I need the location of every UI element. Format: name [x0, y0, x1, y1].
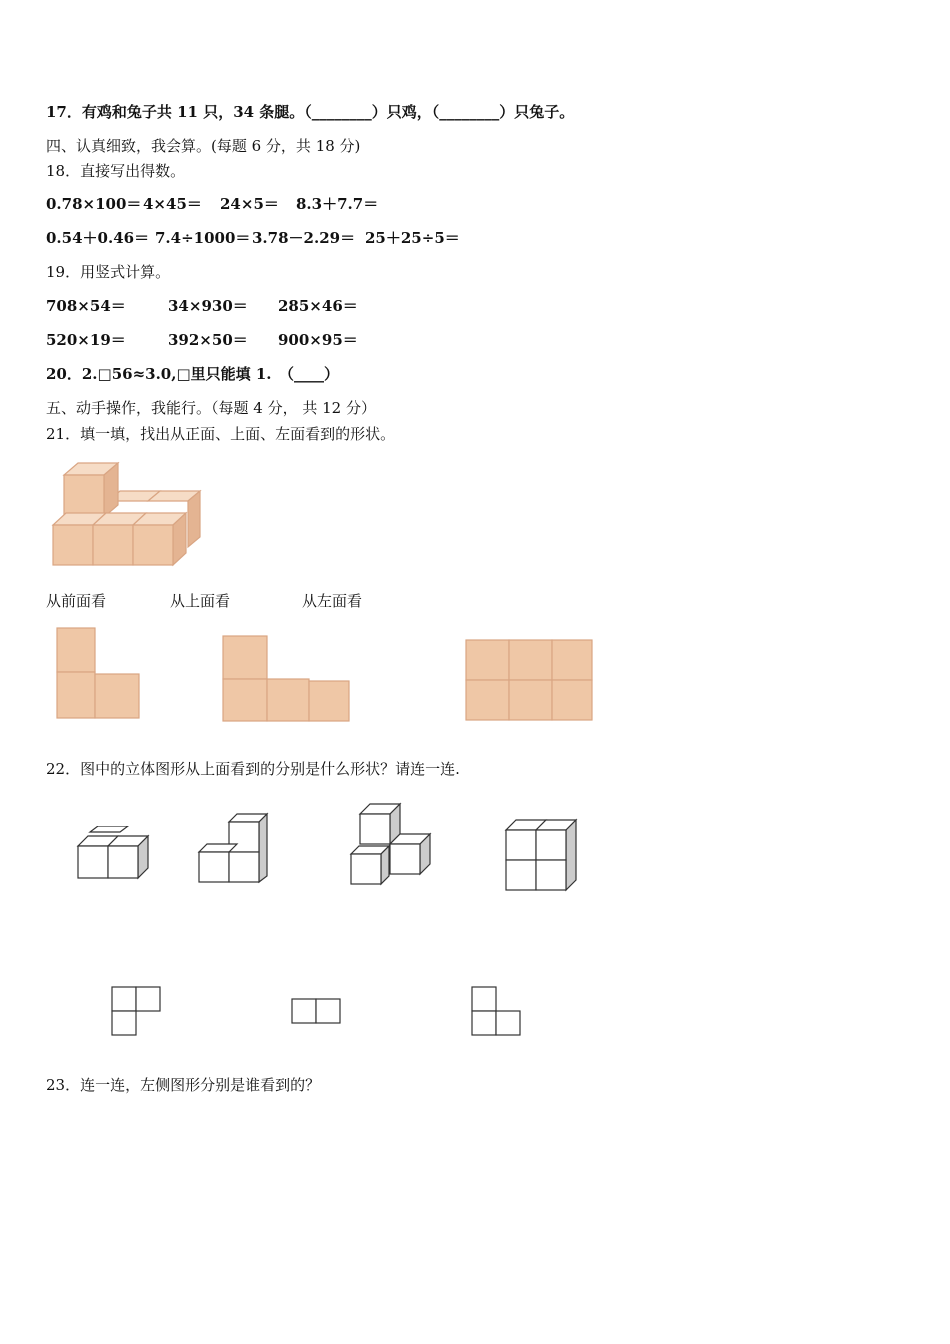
q19-item: 285×46＝: [278, 297, 358, 315]
q19-item: 708×54＝: [46, 297, 126, 315]
section-4-heading: 四、认真细致，我会算。(每题 6 分，共 18 分): [46, 137, 361, 155]
question-22: 22．图中的立体图形从上面看到的分别是什么形状？请连一连.: [46, 760, 460, 778]
q18-item: 8.3＋7.7＝: [296, 195, 379, 213]
question-17: 17．有鸡和兔子共 11 只，34 条腿。（________）只鸡，（________）只兔子。: [46, 103, 575, 121]
cube-figure-c: [348, 802, 434, 888]
view-shape-3: [464, 638, 596, 724]
view-label-left: 从左面看: [302, 592, 363, 610]
cube-stack-figure: [48, 455, 208, 570]
cube-figure-d: [503, 818, 583, 894]
question-20: 20．2.□56≈3.0,□里只能填 1. （____）: [46, 365, 340, 383]
top-view-c: [470, 985, 524, 1037]
question-18: 18．直接写出得数。: [46, 162, 186, 180]
view-label-front: 从前面看: [46, 592, 107, 610]
q19-item: 392×50＝: [168, 331, 248, 349]
q18-item: 0.78×100＝: [46, 195, 142, 213]
top-view-b: [290, 997, 344, 1025]
section-5-heading: 五、动手操作，我能行。（每题 4 分， 共 12 分）: [46, 399, 376, 417]
q19-item: 34×930＝: [168, 297, 248, 315]
q19-item: 520×19＝: [46, 331, 126, 349]
q18-item: 25＋25÷5＝: [365, 229, 460, 247]
q18-item: 3.78－2.29＝: [252, 229, 356, 247]
question-23: 23．连一连，左侧图形分别是谁看到的？: [46, 1076, 321, 1094]
view-label-top: 从上面看: [170, 592, 231, 610]
q18-item: 24×5＝: [220, 195, 279, 213]
q18-item: 7.4÷1000＝: [155, 229, 251, 247]
view-shape-2: [221, 634, 353, 724]
q18-item: 4×45＝: [143, 195, 202, 213]
view-shape-1: [55, 626, 145, 722]
q18-item: 0.54＋0.46＝: [46, 229, 150, 247]
cube-figure-b: [196, 810, 276, 886]
question-21: 21．填一填，找出从正面、上面、左面看到的形状。: [46, 425, 396, 443]
cube-figure-a: [75, 826, 155, 884]
top-view-a: [110, 985, 164, 1037]
question-19: 19．用竖式计算。: [46, 263, 171, 281]
q19-item: 900×95＝: [278, 331, 358, 349]
